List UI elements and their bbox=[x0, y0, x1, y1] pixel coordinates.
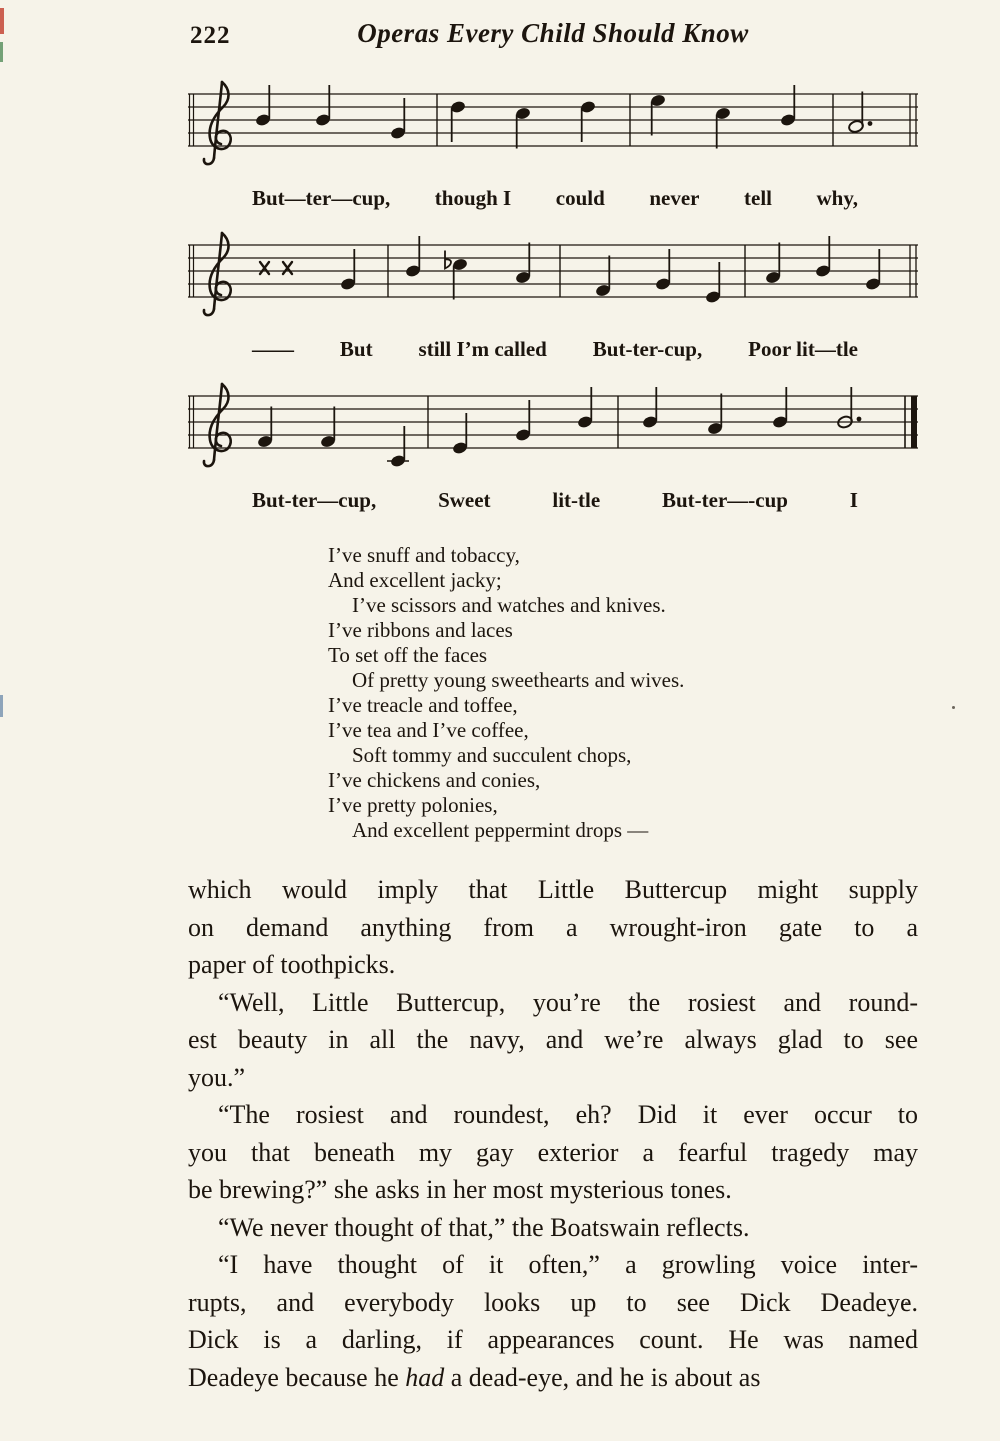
text-run: a dead-eye, and he is about as bbox=[444, 1362, 761, 1392]
text-line bbox=[188, 1171, 918, 1209]
text-line bbox=[188, 946, 918, 984]
music-note bbox=[848, 92, 873, 134]
music-note bbox=[577, 387, 593, 429]
verse-line: I’ve snuff and tobaccy, bbox=[328, 543, 520, 567]
text-run: paper of toothpicks. bbox=[188, 950, 396, 979]
treble-clef-icon bbox=[204, 309, 214, 315]
sheet-music bbox=[188, 74, 918, 513]
music-note bbox=[815, 236, 831, 278]
verse-line: I’ve scissors and watches and knives. bbox=[352, 593, 666, 617]
page-number: 222 bbox=[190, 22, 231, 49]
flat-sign bbox=[445, 251, 451, 269]
paragraph bbox=[188, 984, 918, 1097]
music-note bbox=[772, 387, 788, 429]
music-note bbox=[650, 93, 666, 135]
verse-line: And excellent peppermint drops — bbox=[352, 818, 649, 842]
paragraph bbox=[188, 1209, 918, 1247]
music-note bbox=[387, 426, 409, 468]
music-note bbox=[705, 262, 721, 304]
music-note bbox=[255, 85, 271, 127]
lyric-word: lit-tle bbox=[552, 488, 601, 512]
music-note bbox=[715, 106, 731, 148]
music-note bbox=[837, 387, 862, 429]
text-run: “The rosiest and roundest, eh? Did it ever occur to bbox=[218, 1100, 918, 1129]
staff-system bbox=[188, 376, 918, 513]
music-note bbox=[780, 85, 796, 127]
staff-system bbox=[188, 74, 918, 211]
augmentation-dot bbox=[868, 121, 873, 126]
italic-text: had bbox=[405, 1362, 445, 1392]
final-barline bbox=[911, 396, 917, 448]
text-line bbox=[188, 1246, 918, 1284]
text-line bbox=[188, 909, 918, 947]
text-line bbox=[188, 1134, 918, 1172]
prose-block bbox=[188, 871, 918, 1396]
text-line bbox=[188, 984, 918, 1022]
text-run: “Well, Little Buttercup, you’re the rosiest and round- bbox=[218, 987, 918, 1017]
page-content bbox=[188, 18, 918, 1396]
music-note bbox=[865, 249, 881, 291]
text-run: “We never thought of that,” the Boatswain reflects. bbox=[218, 1212, 750, 1242]
treble-clef-icon bbox=[204, 460, 214, 466]
verse-line: To set off the faces bbox=[328, 643, 488, 667]
music-note bbox=[595, 256, 611, 298]
lyric-word: still I’m called bbox=[418, 337, 547, 361]
music-note bbox=[515, 106, 531, 148]
verse-block bbox=[328, 543, 918, 843]
music-note bbox=[452, 413, 468, 455]
verse-line: I’ve chickens and conies, bbox=[328, 768, 541, 792]
lyric-word: I bbox=[849, 488, 858, 512]
lyric-word: —— bbox=[252, 337, 294, 361]
quarter-rest-icon bbox=[260, 262, 269, 274]
staff-system bbox=[188, 225, 918, 362]
lyrics-line bbox=[188, 337, 918, 362]
scan-artifact bbox=[0, 42, 3, 62]
text-run: you.” bbox=[188, 1062, 246, 1092]
paragraph bbox=[188, 871, 918, 984]
staff bbox=[188, 225, 918, 337]
lyric-word: never bbox=[649, 186, 700, 210]
verse-line: I’ve ribbons and laces bbox=[328, 618, 513, 642]
music-note bbox=[765, 243, 781, 285]
text-line bbox=[188, 1096, 918, 1134]
music-note bbox=[707, 394, 723, 436]
verse-line: Of pretty young sweethearts and wives. bbox=[352, 668, 685, 692]
text-run: be brewing?” she asks in her most mysterious tones. bbox=[188, 1175, 732, 1204]
text-line bbox=[188, 1021, 918, 1059]
text-run: est beauty in all the navy, and we’re always glad to see bbox=[188, 1025, 918, 1054]
running-header bbox=[188, 18, 918, 60]
music-note bbox=[405, 236, 421, 278]
text-run: “I have thought of it often,” a growling voice inter- bbox=[218, 1250, 918, 1279]
staff bbox=[188, 376, 918, 488]
lyric-word: But-ter-cup, bbox=[592, 337, 703, 361]
music-note bbox=[257, 407, 273, 449]
music-note bbox=[390, 98, 406, 140]
lyric-word: Poor lit—tle bbox=[748, 337, 858, 361]
lyrics-line bbox=[188, 186, 918, 211]
page-title: Operas Every Child Should Know bbox=[357, 18, 749, 48]
lyric-word: But—ter—cup, bbox=[252, 186, 391, 210]
text-run: Dick is a darling, if appearances count. He was named bbox=[188, 1325, 918, 1354]
treble-clef-icon bbox=[204, 158, 214, 164]
text-line bbox=[188, 1321, 918, 1359]
lyrics-line bbox=[188, 488, 918, 513]
lyric-word: tell bbox=[744, 186, 772, 210]
text-run: which would imply that Little Buttercup might supply bbox=[188, 875, 918, 904]
text-line bbox=[188, 1059, 918, 1097]
lyric-word: though I bbox=[434, 186, 512, 210]
music-note bbox=[450, 100, 466, 142]
scan-speck bbox=[952, 706, 955, 709]
verse-line: And excellent jacky; bbox=[328, 568, 502, 592]
verse-line: Soft tommy and succulent chops, bbox=[352, 743, 632, 767]
lyric-word: But bbox=[339, 337, 373, 361]
music-note bbox=[315, 85, 331, 127]
text-line bbox=[188, 1209, 918, 1247]
music-note bbox=[515, 243, 531, 285]
text-run: rupts, and everybody looks up to see Dick Deadeye. bbox=[188, 1287, 918, 1317]
quarter-rest-icon bbox=[283, 262, 292, 274]
lyric-word: But-ter—-cup bbox=[661, 488, 788, 512]
music-note bbox=[580, 100, 596, 142]
text-run: you that beneath my gay exterior a fearful tragedy may bbox=[188, 1137, 918, 1167]
lyric-word: why, bbox=[816, 186, 858, 210]
paragraph bbox=[188, 1246, 918, 1396]
text-line bbox=[188, 1284, 918, 1322]
augmentation-dot bbox=[857, 417, 862, 422]
music-note bbox=[655, 249, 671, 291]
text-line bbox=[188, 1359, 918, 1397]
verse-line: I’ve tea and I’ve coffee, bbox=[328, 718, 529, 742]
verse-line: I’ve treacle and toffee, bbox=[328, 693, 518, 717]
scan-artifact bbox=[0, 8, 4, 34]
text-run: on demand anything from a wrought-iron gate to a bbox=[188, 912, 918, 942]
music-note bbox=[340, 249, 356, 291]
text-run: Deadeye because he bbox=[188, 1362, 406, 1392]
lyric-word: could bbox=[555, 186, 605, 210]
music-note bbox=[320, 407, 336, 449]
lyric-word: But-ter—cup, bbox=[252, 488, 377, 512]
paragraph bbox=[188, 1096, 918, 1209]
verse-line: I’ve pretty polonies, bbox=[328, 793, 498, 817]
scan-artifact bbox=[0, 695, 3, 717]
music-note bbox=[515, 400, 531, 442]
staff bbox=[188, 74, 918, 186]
music-note bbox=[642, 387, 658, 429]
text-line bbox=[188, 871, 918, 909]
lyric-word: Sweet bbox=[438, 488, 491, 512]
